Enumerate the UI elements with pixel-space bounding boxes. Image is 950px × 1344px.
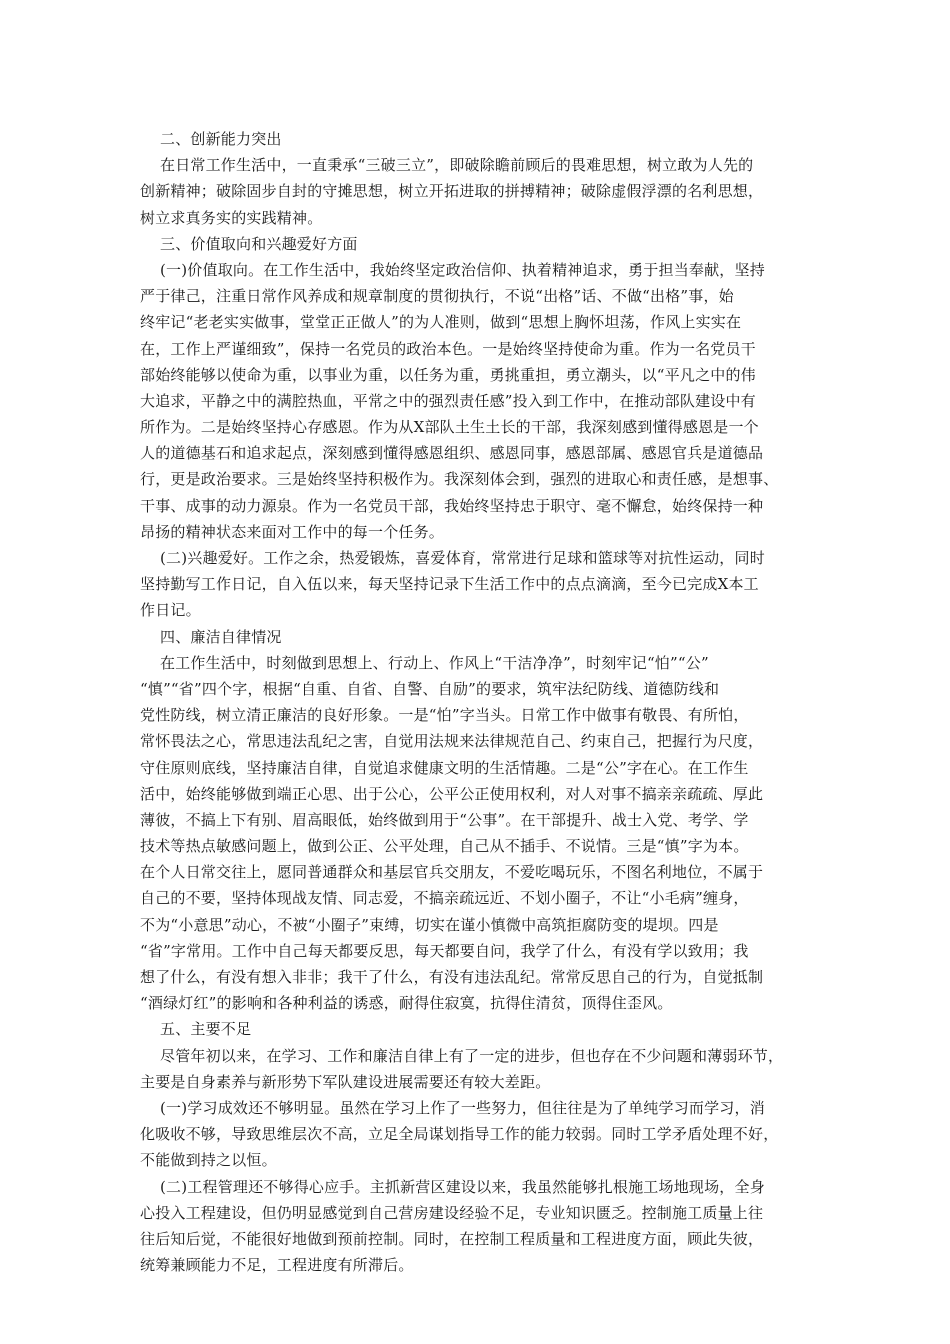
text-line: 大追求，平静之中的满腔热血，平常之中的强烈责任感”投入到工作中，在推动部队建设中有 xyxy=(140,391,756,410)
document-page xyxy=(140,126,810,1278)
text-line: (一)学习成效还不够明显。虽然在学习上作了一些努力，但往往是为了单纯学习而学习，消 xyxy=(160,1098,765,1117)
text-line: 心投入工程建设，但仍明显感觉到自己营房建设经验不足，专业知识匮乏。控制施工质量上往 xyxy=(140,1203,764,1222)
section-heading: 四、廉洁自律情况 xyxy=(160,627,282,646)
text-line: 作日记。 xyxy=(140,601,201,620)
text-line: 不能做到持之以恒。 xyxy=(140,1151,277,1170)
text-line: 严于律己，注重日常作风养成和规章制度的贯彻执行，不说“出格”话、不做“出格”事，始 xyxy=(140,287,734,306)
text-line: 在工作生活中，时刻做到思想上、行动上、作风上“干洁净净”，时刻牢记“怕”“公” xyxy=(160,653,709,672)
text-line: 在，工作上严谨细致”，保持一名党员的政治本色。一是始终坚持使命为重。作为一名党员干 xyxy=(140,339,756,358)
text-line: 往后知后觉，不能很好地做到预前控制。同时，在控制工程质量和工程进度方面，顾此失彼， xyxy=(140,1229,764,1248)
text-line: 尽管年初以来，在学习、工作和廉洁自律上有了一定的进步，但也存在不少问题和薄弱环节， xyxy=(160,1046,784,1065)
text-line: 活中，始终能够做到端正心思、出于公心，公平公正使用权利，对人对事不搞亲亲疏疏、厚此 xyxy=(140,784,764,803)
text-line: 人的道德基石和追求起点，深刻感到懂得感恩组织、感恩同事，感恩部属、感恩官兵是道德品 xyxy=(140,444,764,463)
text-line: 干事、成事的动力源泉。作为一名党员干部，我始终坚持忠于职守、毫不懈怠，始终保持一种 xyxy=(140,496,764,515)
text-line: 想了什么，有没有想入非非；我干了什么，有没有违法乱纪。常常反思自己的行为，自觉抵制 xyxy=(140,968,764,986)
text-line: “酒绿灯红”的影响和各种利益的诱惑，耐得住寂寞，抗得住清贫，顶得住歪风。 xyxy=(140,994,673,1013)
text-line: 自己的不要，坚持体现战友情、同志爱，不搞亲疏远近、不划小圈子，不让“小毛病”缠身， xyxy=(140,889,749,908)
text-line: 常怀畏法之心，常思违法乱纪之害，自觉用法规来法律规范自己、约束自己，把握行为尺度， xyxy=(140,732,764,751)
text-line: 化吸收不够，导致思维层次不高，立足全局谋划指导工作的能力较弱。同时工学矛盾处理不好， xyxy=(140,1125,779,1144)
text-line: 主要是自身素养与新形势下军队建设进展需要还有较大差距。 xyxy=(140,1072,551,1091)
text-line: 所作为。二是始终坚持心存感恩。作为从X部队土生土长的干部，我深刻感到懂得感恩是一个 xyxy=(140,418,759,437)
text-line: (二)兴趣爱好。工作之余，热爱锻炼，喜爱体育，常常进行足球和篮球等对抗性运动，同时 xyxy=(160,549,765,567)
text-line: “省”字常用。工作中自己每天都要反思，每天都要自问，我学了什么，有没有学以致用；我 xyxy=(140,941,749,960)
text-line: 终牢记“老老实实做事，堂堂正正做人”的为人准则，做到“思想上胸怀坦荡，作风上实实在 xyxy=(140,313,742,332)
text-line: 守住原则底线，坚持廉洁自律，自觉追求健康文明的生活情趣。二是“公”字在心。在工作生 xyxy=(140,758,749,777)
text-line: 坚持勤写工作日记，自入伍以来，每天坚持记录下生活工作中的点点滴滴，至今已完成X本工 xyxy=(140,575,759,594)
section-heading: 五、主要不足 xyxy=(160,1020,252,1039)
text-line: 行，更是政治要求。三是始终坚持积极作为。我深刻体会到，强烈的进取心和责任感，是想事、 xyxy=(140,470,779,489)
text-line: (二)工程管理还不够得心应手。主抓新营区建设以来，我虽然能够扎根施工场地现场，全身 xyxy=(160,1177,765,1196)
text-line: (一)价值取向。在工作生活中，我始终坚定政治信仰、执着精神追求，勇于担当奉献，坚持 xyxy=(160,260,765,279)
text-line: “慎”“省”四个字，根据“自重、自省、自警、自励”的要求，筑牢法纪防线、道德防线和 xyxy=(140,679,720,698)
text-line: 技术等热点敏感问题上，做到公正、公平处理，自己从不插手、不说情。三是“慎”字为本。 xyxy=(140,837,749,856)
text-line: 统筹兼顾能力不足，工程进度有所滞后。 xyxy=(140,1256,414,1275)
text-line: 不为“小意思”动心，不被“小圈子”束缚，切实在谨小慎微中高筑拒腐防变的堤坝。四是 xyxy=(140,915,719,934)
text-line: 在日常工作生活中，一直秉承“三破三立”，即破除瞻前顾后的畏难思想，树立敢为人先的 xyxy=(160,156,754,175)
text-line: 党性防线，树立清正廉洁的良好形象。一是“怕”字当头。日常工作中做事有敬畏、有所怕， xyxy=(140,706,749,725)
section-heading: 二、创新能力突出 xyxy=(160,130,282,148)
text-line: 创新精神；破除固步自封的守摊思想，树立开拓进取的拼搏精神；破除虚假浮漂的名利思想， xyxy=(140,182,764,201)
text-line: 薄彼，不搞上下有别、眉高眼低，始终做到用于“公事”。在干部提升、战士入党、考学、学 xyxy=(140,810,749,829)
section-heading: 三、价值取向和兴趣爱好方面 xyxy=(160,234,358,253)
text-line: 昂扬的精神状态来面对工作中的每一个任务。 xyxy=(140,522,445,541)
text-line: 部始终能够以使命为重，以事业为重，以任务为重，勇挑重担，勇立潮头，以“平凡之中的伟 xyxy=(140,365,756,384)
text-line: 树立求真务实的实践精神。 xyxy=(140,208,323,227)
text-line: 在个人日常交往上，愿同普通群众和基层官兵交朋友，不爱吃喝玩乐，不图名利地位，不属于 xyxy=(140,863,764,882)
